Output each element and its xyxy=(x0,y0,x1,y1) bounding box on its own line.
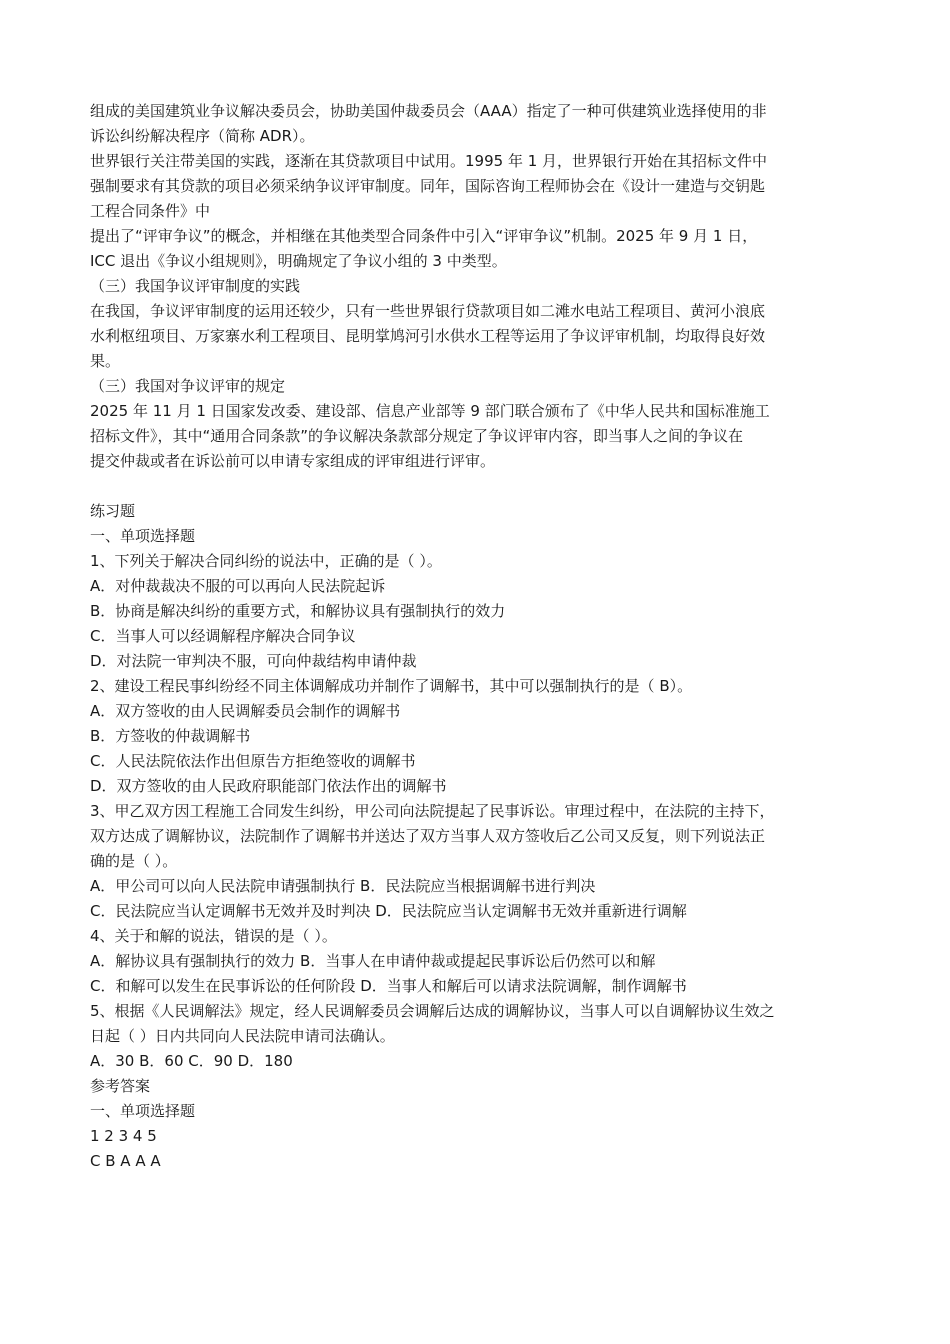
question-4: 4、关于和解的说法，错误的是（ ）。 xyxy=(90,927,337,945)
exercise-heading: 练习题 xyxy=(90,502,136,520)
question-5-continued: 日起（ ）日内共同向人民法院申请司法确认。 xyxy=(90,1027,395,1045)
answer-heading: 参考答案 xyxy=(90,1077,151,1095)
paragraph-line: 诉讼纠纷解决程序（简称 ADR）。 xyxy=(90,127,315,145)
question-3-continued: 确的是（ ）。 xyxy=(90,852,178,870)
paragraph-line: 组成的美国建筑业争议解决委员会，协助美国仲裁委员会（AAA）指定了一种可供建筑业选择使用的非 xyxy=(90,102,767,120)
question-2: 2、建设工程民事纠纷经不同主体调解成功并制作了调解书，其中可以强制执行的是（ B）。 xyxy=(90,677,693,695)
option-line: C．和解可以发生在民事诉讼的任何阶段 D．当事人和解后可以请求法院调解，制作调解书 xyxy=(90,977,687,995)
document-body xyxy=(90,99,865,1174)
paragraph-line: 在我国，争议评审制度的运用还较少，只有一些世界银行贷款项目如二滩水电站工程项目、黄河小浪底 xyxy=(90,302,766,320)
blank-line xyxy=(90,474,865,499)
paragraph-line: ICC 退出《争议小组规则》，明确规定了争议小组的 3 中类型。 xyxy=(90,252,507,270)
option-line: C．当事人可以经调解程序解决合同争议 xyxy=(90,627,356,645)
answer-numbers: 1 2 3 4 5 xyxy=(90,1127,157,1145)
answer-letters: C B A A A xyxy=(90,1152,161,1170)
question-1: 1、下列关于解决合同纠纷的说法中，正确的是（ ）。 xyxy=(90,552,442,570)
option-line: A．甲公司可以向人民法院申请强制执行 B．民法院应当根据调解书进行判决 xyxy=(90,877,596,895)
option-line: A．解协议具有强制执行的效力 B．当事人在申请仲裁或提起民事诉讼后仍然可以和解 xyxy=(90,952,656,970)
option-line: D．对法院一审判决不服，可向仲裁结构申请仲裁 xyxy=(90,652,417,670)
paragraph-line: 水利枢纽项目、万家寨水利工程项目、昆明掌鸠河引水供水工程等运用了争议评审机制，均取得良好效 xyxy=(90,327,766,345)
paragraph-line: 果。 xyxy=(90,352,121,370)
paragraph-line: 提交仲裁或者在诉讼前可以申请专家组成的评审组进行评审。 xyxy=(90,452,496,470)
option-line: D．双方签收的由人民政府职能部门依法作出的调解书 xyxy=(90,777,447,795)
section-heading: （三）我国对争议评审的规定 xyxy=(90,377,286,395)
option-line: C．人民法院依法作出但原告方拒绝签收的调解书 xyxy=(90,752,416,770)
option-line: C．民法院应当认定调解书无效并及时判决 D．民法院应当认定调解书无效并重新进行调解 xyxy=(90,902,687,920)
paragraph-line: 强制要求有其贷款的项目必须采纳争议评审制度。同年，国际咨询工程师协会在《设计一建造与交钥匙 xyxy=(90,177,766,195)
paragraph-line: 2025 年 11 月 1 日国家发改委、建设部、信息产业部等 9 部门联合颁布了《中华人民共和国标准施工 xyxy=(90,402,770,420)
paragraph-line: 世界银行关注带美国的实践，逐渐在其贷款项目中试用。1995 年 1 月，世界银行开始在其招标文件中 xyxy=(90,152,768,170)
question-section-heading: 一、单项选择题 xyxy=(90,527,196,545)
paragraph-line: 提出了“评审争议”的概念，并相继在其他类型合同条件中引入“评审争议”机制。2025 年 9 月 1 日， xyxy=(90,227,758,245)
section-heading: （三）我国争议评审制度的实践 xyxy=(90,277,301,295)
answer-section-heading: 一、单项选择题 xyxy=(90,1102,196,1120)
option-line: A．30 B．60 C．90 D．180 xyxy=(90,1052,293,1070)
question-3-continued: 双方达成了调解协议，法院制作了调解书并送达了双方当事人双方签收后乙公司又反复，则下列说法正 xyxy=(90,827,766,845)
option-line: B．协商是解决纠纷的重要方式，和解协议具有强制执行的效力 xyxy=(90,602,506,620)
option-line: A．对仲裁裁决不服的可以再向人民法院起诉 xyxy=(90,577,386,595)
paragraph-line: 工程合同条件》中 xyxy=(90,202,211,220)
question-3: 3、甲乙双方因工程施工合同发生纠纷，甲公司向法院提起了民事诉讼。审理过程中，在法院的主持下， xyxy=(90,802,775,820)
option-line: A．双方签收的由人民调解委员会制作的调解书 xyxy=(90,702,401,720)
paragraph-line: 招标文件》，其中“通用合同条款”的争议解决条款部分规定了争议评审内容，即当事人之间的争议在 xyxy=(90,427,744,445)
option-line: B．方签收的仲裁调解书 xyxy=(90,727,251,745)
question-5: 5、根据《人民调解法》规定，经人民调解委员会调解后达成的调解协议，当事人可以自调解协议生效之 xyxy=(90,1002,775,1020)
